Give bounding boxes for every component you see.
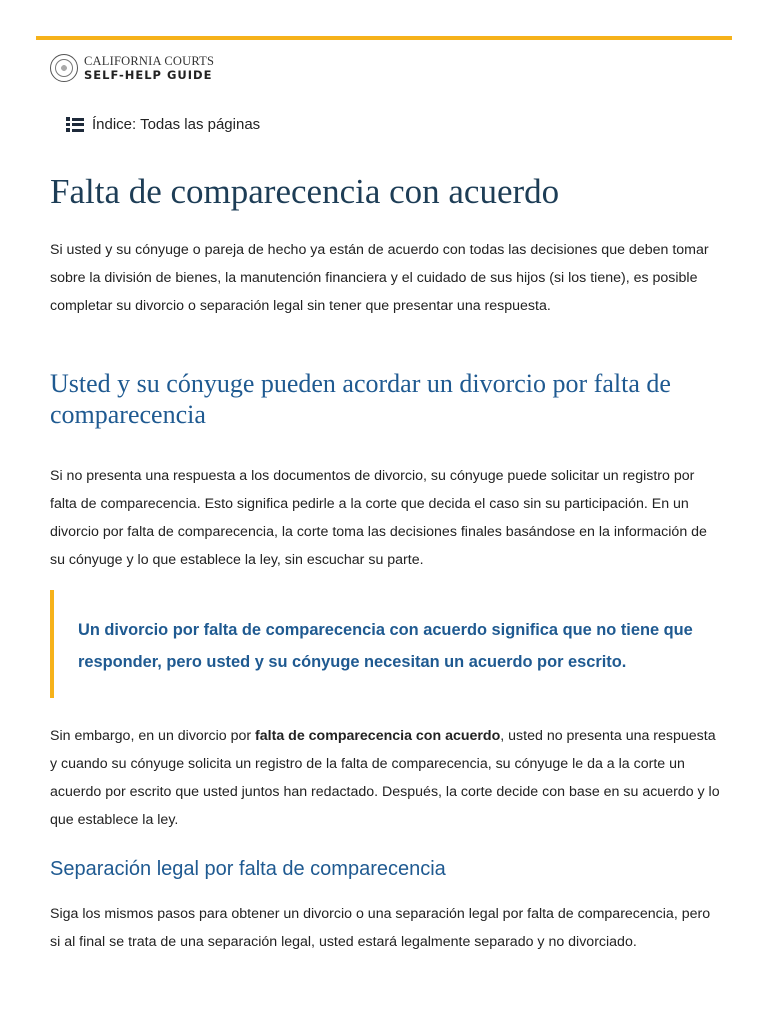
table-of-contents-toggle[interactable]	[66, 113, 260, 135]
court-seal-icon	[50, 54, 78, 82]
list-icon	[66, 116, 84, 132]
agreement-text-end: , usted no presenta una respuesta y cuando su cónyuge solicita un registro de la falta de comparecencia, su cónyuge le da a la corte un acuerdo por escrito que usted juntos han redactado. Después, la corte decide con base en su acuerdo y lo que establece la ley.	[50, 728, 720, 828]
agreement-paragraph	[50, 722, 722, 834]
logo-line-1: CALIFORNIA COURTS	[84, 54, 215, 68]
toc-label: Índice: Todas las páginas	[92, 115, 261, 133]
callout-text: Un divorcio por falta de comparecencia con acuerdo significa que no tiene que responder, pero usted y su cónyuge necesitan un acuerdo por escrito.	[78, 621, 693, 671]
legal-separation-paragraph: Siga los mismos pasos para obtener un divorcio o una separación legal por falta de comparecencia, pero si al final se trata de una separación legal, usted estará legalmente separado y no divorciado.	[50, 906, 711, 950]
section-heading-legal-separation: Separación legal por falta de comparecencia	[50, 858, 446, 880]
agreement-text-start: Sin embargo, en un divorcio por	[50, 728, 256, 744]
page-title: Falta de comparecencia con acuerdo	[50, 172, 560, 211]
callout-box	[50, 590, 722, 698]
section-heading-default-agreement: Usted y su cónyuge pueden acordar un divorcio por falta de comparecencia	[50, 369, 671, 429]
header-accent-rule	[36, 36, 732, 40]
section-paragraph-default: Si no presenta una respuesta a los documentos de divorcio, su cónyuge puede solicitar un registro por falta de comparecencia. Esto significa pedirle a la corte que decida el caso sin su participación. En un divorcio por falta de comparecencia, la corte toma las decisiones finales basándose en la información de su cónyuge y lo que establece la ley, sin escuchar su parte.	[50, 468, 707, 568]
logo-line-2: SELF-HELP GUIDE	[84, 67, 213, 82]
agreement-bold-term: falta de comparecencia con acuerdo	[255, 728, 501, 744]
site-logo[interactable]	[50, 52, 214, 84]
intro-paragraph: Si usted y su cónyuge o pareja de hecho ya están de acuerdo con todas las decisiones que deben tomar sobre la división de bienes, la manutención financiera y el cuidado de sus hijos (si los tiene), es posible completar su divorcio o separación legal sin tener que presentar una respuesta.	[50, 242, 709, 314]
